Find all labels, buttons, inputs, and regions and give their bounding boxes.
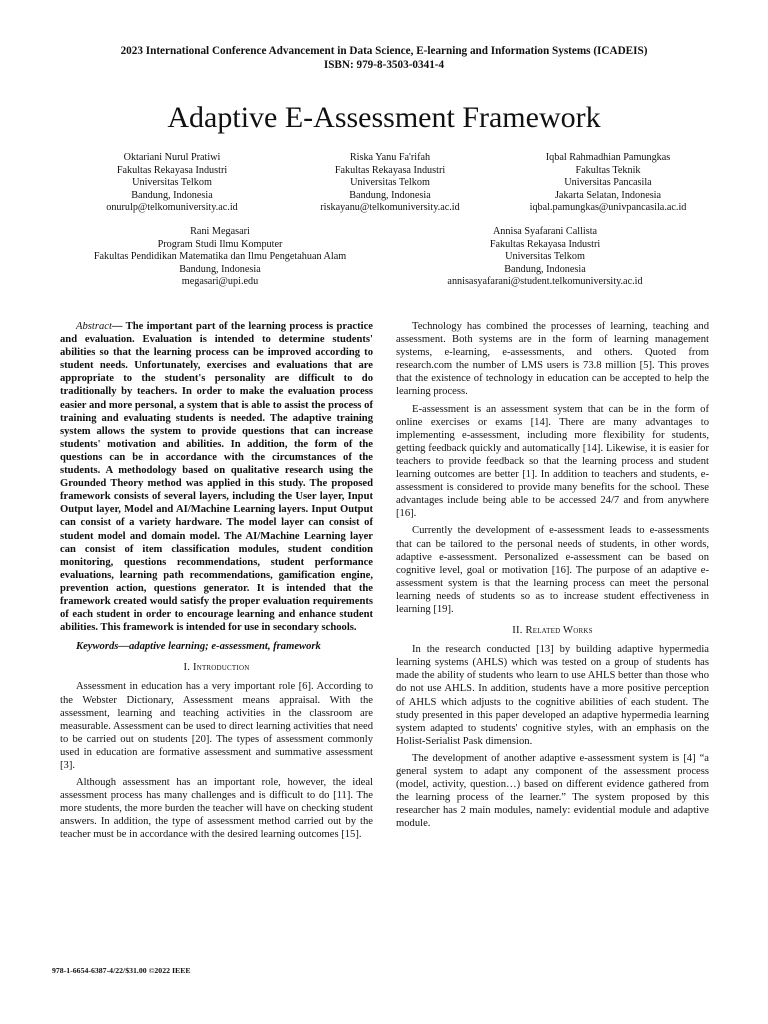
author-email: riskayanu@telkomuniversity.ac.id [320,202,460,214]
author-dept: Fakultas Rekayasa Industri [116,164,228,176]
paragraph: Assessment in education has a very important role [6]. According to the Webster Dictionary, Assessment means appraisal. With the assessment, learning and teaching activities in the classroom are measurable. Assessment can be used to direct learning activities that need to be carried out on students [20]. The types of assessment commonly used in education are formative assessment and summative assessment [3]. [60,681,373,771]
section-number: II. [512,625,523,637]
author-email: megasari@upi.edu [181,276,259,288]
author-email: annisasyafarani@student.telkomuniversity.ac.id [447,276,643,288]
author-location: Bandung, Indonesia [179,263,261,275]
author-affiliation: Universitas Telkom [350,177,430,189]
section-title: Introduction [192,662,250,674]
author-block [70,226,370,289]
section-heading-introduction [60,661,373,674]
author-location: Jakarta Selatan, Indonesia [554,189,662,201]
author-name: Riska Yanu Fa'rifah [349,152,431,163]
author-block [516,152,700,215]
author-dept: Fakultas Rekayasa Industri [489,238,601,250]
author-dept: Fakultas Teknik [575,164,641,176]
author-email: onurulp@telkomuniversity.ac.id [106,202,238,214]
abstract [60,320,373,634]
author-block [92,152,252,215]
section-title: Related Works [525,625,593,637]
author-affiliation: Universitas Pancasila [564,177,652,189]
author-name: Iqbal Rahmadhian Pamungkas [545,152,671,163]
right-column [396,320,709,834]
author-email: iqbal.pamungkas@univpancasila.ac.id [529,202,687,214]
author-affiliation: Universitas Telkom [132,177,212,189]
author-name: Rani Megasari [190,226,250,237]
author-name: Annisa Syafarani Callista [492,226,598,237]
author-affiliation: Fakultas Pendidikan Matematika dan Ilmu Pengetahuan Alam [93,251,347,263]
conference-name: 2023 International Conference Advancement in Data Science, E-learning and Information Systems (ICADEIS) [120,45,648,57]
paragraph: The development of another adaptive e-assessment system is [4] “a general system to adapt any component of the assessment process (model, activity, question…) based on different evidence gathered from the learning process of the learner.” The system proposed by this researcher has 2 main modules, namely: evidential module and adaptive module. [396,752,709,830]
author-dept: Fakultas Rekayasa Industri [334,164,446,176]
abstract-label: Abstract [76,321,112,332]
paragraph: Currently the development of e-assessment leads to e-assessments that can be tailored to the personal needs of students, in other words, adaptive e-assessment. Personalized e-assessment can be based on cognitive level, goal or motivation [16]. The purpose of an adaptive e-assessment system is that the learning process can meet the personal learning needs of students so as to increase student effectiveness in learning [19]. [396,525,709,615]
abstract-dash: — [111,321,123,332]
paragraph: In the research conducted [13] by building adaptive hypermedia learning systems (AHLS) which was tested on a group of students has made the ability of students who learn to use AHLS better than those who do not use AHLS. In addition, students have a more positive perception of AHLS which adjusts to the cognitive abilities of each student. The study presented in this paper developed an adaptive hypermedia learning system adapted to students' cognitive styles, with an emphasis on the Holist-Serialist Pask dimension. [396,644,709,747]
isbn: ISBN: 979-8-3503-0341-4 [323,59,445,71]
author-location: Bandung, Indonesia [131,189,213,201]
paragraph: Technology has combined the processes of learning, teaching and assessment. Both systems are in the form of learning management systems, e-learning, e-assessments, and others. Quoted from research.com the number of LMS users is 73.8 million [5]. This proves that the existence of technology in education can be accepted to help the learning process. [396,321,709,398]
conference-header [0,44,768,72]
author-location: Bandung, Indonesia [504,263,586,275]
author-location: Bandung, Indonesia [349,189,431,201]
paper-title: Adaptive E-Assessment Framework [167,101,601,134]
author-block [304,152,476,215]
abstract-text: The important part of the learning process is practice and evaluation. Evaluation is intended to determine students' abilities so that the learning process can be improved according to student needs. Unfortunately, exercises and evaluations that are appropriate to the student's personality are difficult to do traditionally by teachers. In order to make the evaluation process easier and more personal, a system that is able to assist the process of training and evaluating students is needed. The adaptive training system allows the system to provide questions that can increase students' motivation and abilities. In addition, the form of the questions can be in accordance with the circumstances of the students. A methodology based on qualitative research using the Grounded Theory method was applied in this study. The proposed framework consists of several layers, including the User layer, Input Output layer, Model and AI/Machine Learning layers. Input Output can consist of a variety hardware. The model layer can consist of student model and domain model. The AI/Machine Learning layer can consist of item classification modules, student condition monitoring, questions recommendations, student performance evaluations, learning path recommendations, gamification engine, prevention action, questions generator. It is intended that the framework created would satisfy the proper evaluation requirements of each student in order to encourage learning and enhance student abilities. This framework is intended for use in secondary schools. [60,321,373,634]
author-dept: Program Studi Ilmu Komputer [157,238,283,250]
copyright-footer: 978-1-6654-6387-4/22/$31.00 ©2022 IEEE [52,966,191,975]
left-column [60,320,373,846]
paragraph: E-assessment is an assessment system that can be in the form of online exercises or exams [14]. There are many advantages to implementing e-assessment, including more flexibility for students, getting feedback quickly and automatically [14]. Likewise, it is easier for teachers to provide feedback so that the learning process and student learning outcomes are better [1]. In addition to teachers and students, e-assessment is considered to provide many benefits for the school. These advantages include being able to be accessed 24/7 and from anywhere [16]. [396,403,709,520]
section-heading-related-works [396,624,709,637]
author-affiliation: Universitas Telkom [505,251,585,263]
author-block [432,226,658,289]
author-name: Oktariani Nurul Pratiwi [123,152,221,163]
section-number: I. [183,662,191,674]
paragraph: Although assessment has an important role, however, the ideal assessment process has many challenges and is difficult to do [11]. The more students, the more burden the teacher will have on checking student answers. In addition, the type of assessment method carried out by the teacher must be in accordance with the desired learning outcomes [15]. [60,777,373,841]
keywords: Keywords—adaptive learning; e-assessment, framework [76,641,321,653]
